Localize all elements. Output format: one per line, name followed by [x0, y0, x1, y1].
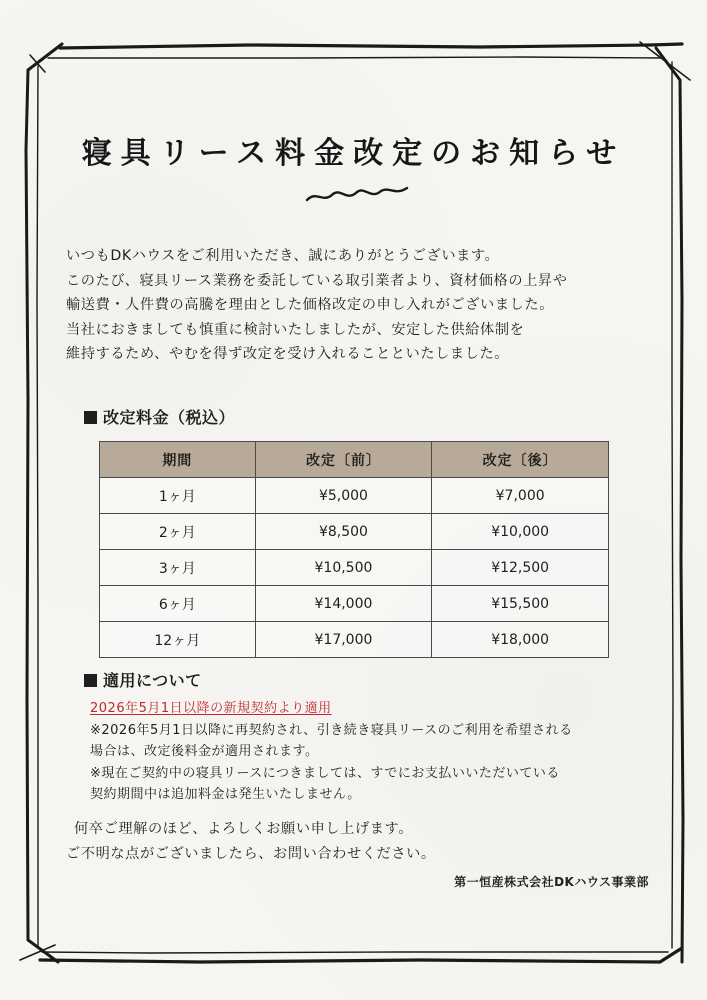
header-before: 改定〔前〕 [255, 442, 432, 478]
header-period: 期間 [100, 442, 256, 478]
price-heading-text: 改定料金（税込） [103, 408, 236, 427]
intro-line: 維持するため、やむを得ず改定を受け入れることといたしました。 [66, 346, 510, 362]
closing-line: 何卒ご理解のほど、よろしくお願い申し上げます。 [74, 821, 413, 837]
intro-line: このたび、寝具リース業務を委託している取引業者より、資材価格の上昇や [66, 272, 568, 289]
cell-after: ¥10,000 [432, 514, 609, 550]
cell-period: 6ヶ月 [100, 586, 256, 622]
apply-date-line: 2026年5月1日以降の新規契約より適用 [90, 701, 332, 716]
cell-before: ¥14,000 [255, 586, 432, 622]
cell-after: ¥7,000 [432, 478, 609, 514]
cell-before: ¥10,500 [255, 550, 432, 586]
intro-line: 当社におきましても慎重に検討いたしましたが、安定した供給体制を [66, 321, 525, 338]
apply-section-heading [84, 668, 202, 691]
black-square-icon [84, 674, 97, 687]
price-table [99, 441, 609, 658]
apply-notes [90, 698, 670, 806]
cell-after: ¥15,500 [432, 586, 609, 622]
cell-after: ¥18,000 [432, 622, 609, 658]
cell-period: 12ヶ月 [100, 622, 256, 658]
black-square-icon [84, 411, 97, 424]
squiggle-ornament [303, 182, 413, 208]
cell-after: ¥12,500 [432, 550, 609, 586]
page-title: 寝具リース料金改定のお知らせ [81, 136, 626, 171]
table-row [100, 622, 609, 658]
header-after: 改定〔後〕 [432, 442, 609, 478]
table-row [100, 550, 609, 586]
intro-paragraph [66, 244, 656, 367]
apply-heading-text: 適用について [103, 671, 202, 690]
table-row [100, 478, 609, 514]
cell-period: 2ヶ月 [100, 514, 256, 550]
apply-note-line: 場合は、改定後料金が適用されます。 [90, 744, 319, 759]
table-row [100, 514, 609, 550]
apply-note-line: ※現在ご契約中の寝具リースにつきましては、すでにお支払いいただいている [90, 765, 560, 781]
cell-before: ¥8,500 [255, 514, 432, 550]
cell-before: ¥5,000 [255, 478, 432, 514]
intro-line: いつもDKハウスをご利用いただき、誠にありがとうございます。 [66, 248, 500, 264]
price-section-heading [84, 405, 235, 428]
table-header-row [100, 442, 609, 478]
intro-line: 輸送費・人件費の高騰を理由とした価格改定の申し入れがございました。 [66, 297, 554, 313]
apply-note-line: ※2026年5月1日以降に再契約され、引き続き寝具リースのご利用を希望される [90, 722, 573, 738]
closing-paragraph [66, 817, 436, 867]
cell-before: ¥17,000 [255, 622, 432, 658]
apply-note-line: 契約期間中は追加料金は発生いたしません。 [90, 787, 361, 802]
signature: 第一恒産株式会社DKハウス事業部 [454, 875, 649, 889]
table-row [100, 586, 609, 622]
cell-period: 1ヶ月 [100, 478, 256, 514]
closing-line: ご不明な点がございましたら、お問い合わせください。 [66, 846, 436, 862]
cell-period: 3ヶ月 [100, 550, 256, 586]
